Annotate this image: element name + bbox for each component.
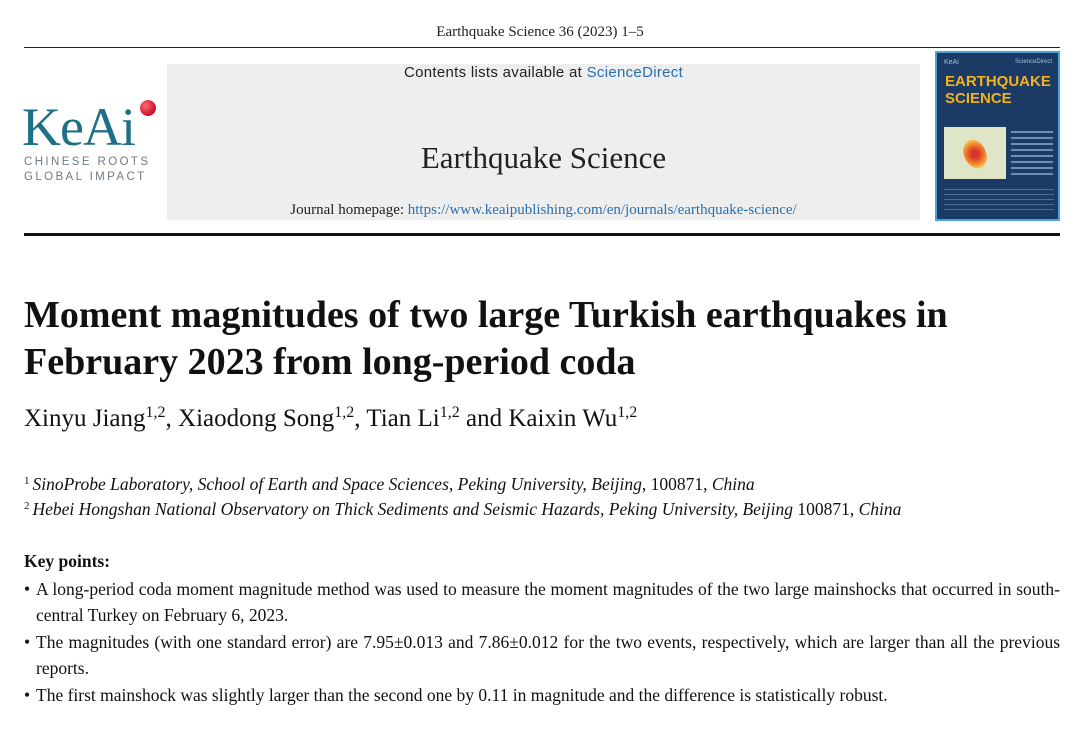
key-point-text: The first mainshock was slightly larger than the second one by 0.11 in magnitude and the difference is statistically robust. [36, 685, 888, 705]
sciencedirect-link[interactable]: ScienceDirect [586, 64, 684, 81]
header-rule [24, 47, 1060, 48]
cover-title-line-1: EARTHQUAKE [945, 73, 1051, 90]
author-affil: 1,2 [617, 404, 638, 421]
logo-wordmark: KeAi [22, 97, 135, 157]
title-line-1: Moment magnitudes of two large Turkish earthquakes in [24, 294, 948, 336]
cover-publisher-mark: KeAi [944, 59, 959, 66]
author-sep: , [354, 405, 367, 432]
affiliation-2 [24, 499, 1064, 520]
key-point-item [24, 629, 1060, 682]
author-sep: and [459, 405, 509, 432]
logo-tagline-1: CHINESE ROOTS [24, 156, 151, 168]
affiliation-number: 2 [24, 500, 30, 512]
author-affil: 1,2 [145, 404, 166, 421]
author-affil: 1,2 [334, 404, 355, 421]
bullet-icon: • [24, 579, 31, 599]
affiliation-number: 1 [24, 475, 30, 487]
author-affil: 1,2 [439, 404, 460, 421]
cover-title-line-2: SCIENCE [945, 90, 1012, 107]
author-sep: , [165, 405, 179, 432]
header-thick-rule [24, 233, 1060, 236]
logo-red-dot [140, 100, 156, 116]
availability-line [167, 64, 920, 81]
affiliation-org: Hebei Hongshan National Observatory on Thick Sediments and Seismic Hazards, Peking University, Beijing [32, 499, 793, 519]
key-points-list [24, 576, 1060, 708]
bullet-icon: • [24, 632, 31, 652]
key-point-item [24, 576, 1060, 629]
affiliation-1 [24, 474, 1064, 495]
key-point-item [24, 682, 1060, 708]
affiliation-country: China [711, 474, 755, 494]
logo-tagline-2: GLOBAL IMPACT [24, 171, 147, 183]
journal-banner [167, 64, 920, 220]
author-list [24, 404, 1064, 433]
cover-title [945, 73, 1051, 107]
author-name: Xiaodong Song [178, 405, 335, 432]
cover-rupture-blob [959, 136, 992, 172]
journal-cover-thumbnail[interactable] [935, 51, 1060, 221]
availability-prefix: Contents lists available at [403, 64, 587, 81]
key-point-text: The magnitudes (with one standard error) are 7.95±0.013 and 7.86±0.012 for the two events, respectively, which are larger than all the previous reports. [36, 632, 1060, 678]
cover-top-right: ScienceDirect [1014, 59, 1052, 65]
homepage-line [167, 202, 920, 219]
cover-map-image [944, 127, 1006, 179]
journal-name: Earthquake Science [420, 140, 667, 175]
homepage-link[interactable]: https://www.keaipublishing.com/en/journals/earthquake-science/ [407, 202, 797, 218]
article-title [24, 292, 1064, 386]
affiliation-post: 100871, [793, 499, 859, 519]
author-name: Kaixin Wu [508, 405, 618, 432]
running-head: Earthquake Science 36 (2023) 1–5 [436, 24, 644, 40]
bullet-icon: • [24, 685, 31, 705]
affiliation-country: China [858, 499, 902, 519]
keai-logo [22, 96, 164, 188]
key-points-heading: Key points: [24, 551, 111, 571]
author-name: Tian Li [366, 405, 440, 432]
homepage-label: Journal homepage: [290, 202, 408, 218]
affiliation-post: , 100871, [641, 474, 712, 494]
title-line-2: February 2023 from long-period coda [24, 341, 636, 383]
key-point-text: A long-period coda moment magnitude method was used to measure the moment magnitudes of the two large mainshocks that occurred in south-central Turkey on February 6, 2023. [36, 579, 1060, 625]
affiliation-org: SinoProbe Laboratory, School of Earth and Space Sciences, Peking University, Beijing [32, 474, 642, 494]
cover-footer [944, 189, 1054, 211]
cover-side-text [1011, 131, 1053, 175]
author-name: Xinyu Jiang [24, 405, 146, 432]
